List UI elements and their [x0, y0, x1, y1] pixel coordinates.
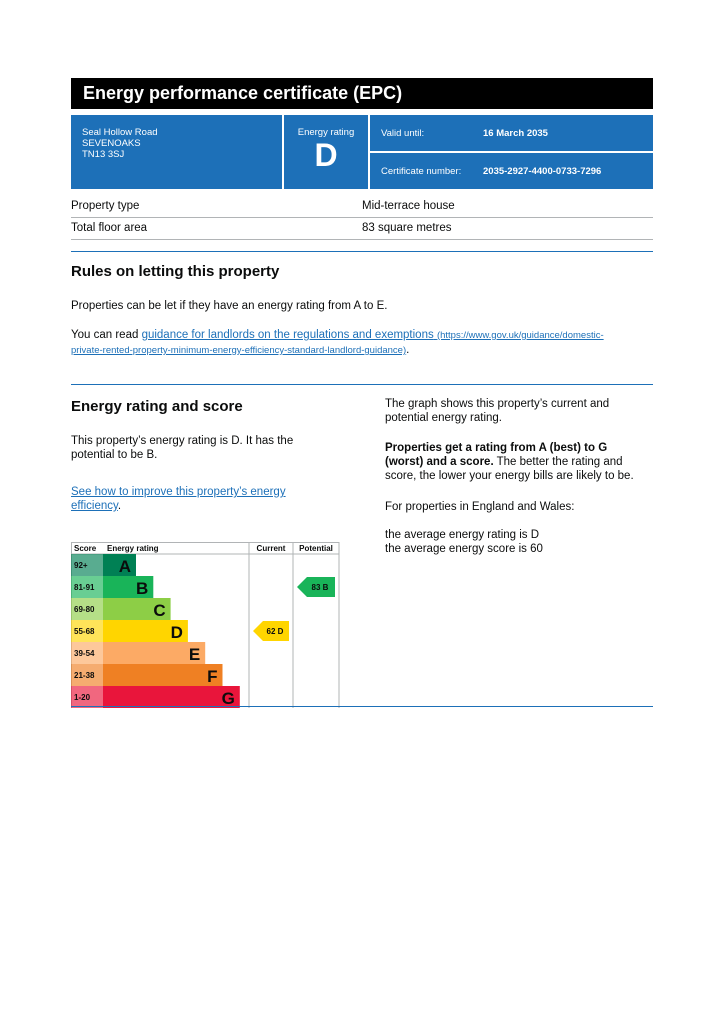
- rating-letter-a: A: [118, 557, 131, 576]
- valid-until-value: 16 March 2035: [483, 127, 548, 139]
- valid-until-row: [370, 115, 653, 151]
- page-title: Energy performance certificate (EPC): [71, 78, 653, 109]
- rules-paragraph-1: Properties can be let if they have an energy rating from A to E.: [71, 300, 388, 312]
- energy-rating-header: Energy rating: [107, 544, 159, 553]
- guidance-link[interactable]: [71, 329, 604, 356]
- average-rating-text: the average energy rating is D: [385, 529, 540, 541]
- energy-right-column: [385, 397, 653, 713]
- energy-rating-label: Energy rating: [297, 127, 355, 138]
- section-divider: [71, 384, 653, 385]
- current-rating-label: 62 D: [266, 627, 284, 636]
- rating-explanation-rest: The better the rating and score, the lower your energy bills are likely to be.: [385, 456, 634, 482]
- certificate-number-label: Certificate number:: [381, 165, 462, 177]
- epc-document: [71, 78, 653, 713]
- energy-rating-letter: D: [314, 137, 338, 173]
- floor-area-row: [71, 219, 653, 240]
- guidance-link-text: guidance for landlords on the regulations and exemptions: [141, 329, 434, 341]
- graph-description: The graph shows this property’s current and potential energy rating.: [385, 398, 610, 424]
- energy-left-column: [71, 397, 385, 713]
- certificate-header: [71, 115, 653, 189]
- rules-heading: Rules on letting this property: [71, 263, 280, 280]
- section-divider: [71, 251, 653, 252]
- epc-chart-svg: [71, 542, 341, 708]
- guidance-period: .: [406, 344, 410, 356]
- guidance-url-1: (https://www.gov.uk/guidance/domestic-: [436, 330, 604, 341]
- score-label-c: 69-80: [74, 605, 95, 614]
- guidance-url-2: private-rented-property-minimum-energy-efficiency-standard-landlord-guidance): [71, 345, 407, 356]
- address-line-3: TN13 3SJ: [82, 149, 125, 160]
- current-header: Current: [256, 544, 286, 553]
- rules-paragraph-2: [71, 328, 653, 358]
- improve-efficiency-link[interactable]: See how to improve this property’s energy efficiency: [71, 486, 286, 512]
- rating-letter-d: D: [170, 623, 183, 642]
- rating-explanation: [385, 441, 641, 483]
- rating-letter-g: G: [221, 689, 235, 708]
- score-label-e: 39-54: [74, 649, 95, 658]
- score-label-g: 1-20: [74, 693, 91, 702]
- address-block: [71, 115, 282, 189]
- rating-letter-e: E: [188, 645, 201, 664]
- certificate-number-value: 2035-2927-4400-0733-7296: [483, 165, 602, 177]
- rules-paragraph-2-prefix: You can read: [71, 329, 142, 341]
- improve-period: .: [117, 500, 122, 512]
- rating-bar-f: [103, 664, 223, 686]
- certificate-number-row: [370, 153, 653, 189]
- improve-paragraph: [71, 485, 307, 513]
- rating-letter-c: C: [153, 601, 166, 620]
- property-type-row: [71, 197, 653, 218]
- valid-until-label: Valid until:: [381, 127, 425, 139]
- energy-paragraph: This property’s energy rating is D. It has the potential to be B.: [71, 435, 294, 461]
- rating-explanation-bold: Properties get a rating from A (best) to G (worst) and a score.: [385, 442, 608, 468]
- average-score-text: the average energy score is 60: [385, 543, 543, 555]
- rating-letter-b: B: [136, 579, 149, 598]
- floor-area-label: Total floor area: [71, 222, 148, 234]
- potential-rating-label: 83 B: [311, 583, 329, 592]
- energy-section: [71, 397, 653, 713]
- score-label-d: 55-68: [74, 627, 95, 636]
- energy-heading: Energy rating and score: [71, 398, 243, 415]
- england-wales-text: For properties in England and Wales:: [385, 501, 575, 513]
- section-divider: [71, 706, 653, 707]
- address-line-2: SEVENOAKS: [82, 138, 141, 149]
- property-type-value: Mid-terrace house: [362, 200, 455, 212]
- floor-area-value: 83 square metres: [362, 222, 452, 234]
- potential-header: Potential: [299, 544, 333, 553]
- score-label-a: 92+: [74, 561, 88, 570]
- property-summary: [71, 197, 653, 240]
- certificate-details: [370, 115, 653, 189]
- score-header: Score: [74, 544, 97, 553]
- address-line-1: Seal Hollow Road: [82, 127, 158, 138]
- rating-letter-f: F: [207, 667, 218, 686]
- epc-rating-chart: [71, 542, 385, 713]
- property-type-label: Property type: [71, 200, 140, 212]
- score-label-b: 81-91: [74, 583, 95, 592]
- energy-rating-box: [284, 115, 368, 189]
- rating-bar-g: [103, 686, 240, 708]
- score-label-f: 21-38: [74, 671, 95, 680]
